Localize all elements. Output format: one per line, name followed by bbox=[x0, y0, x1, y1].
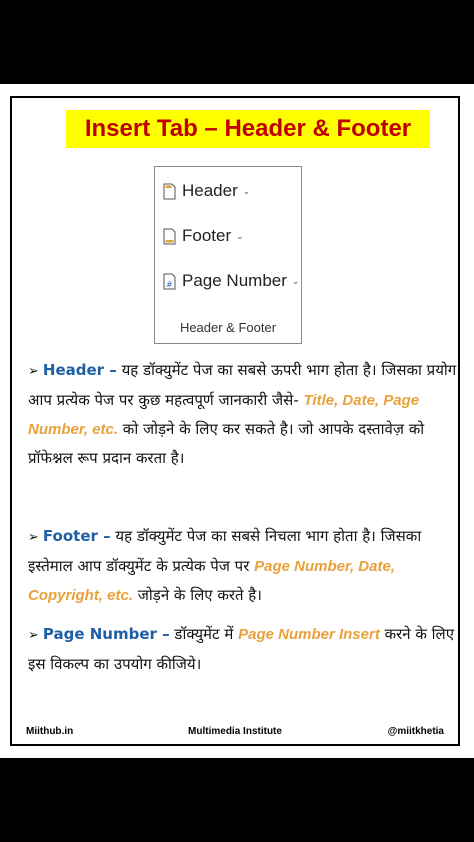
page-number-section bbox=[28, 620, 468, 678]
page-number-highlight: Page Number Insert bbox=[238, 626, 380, 643]
footer-term: Footer – bbox=[42, 527, 111, 545]
chevron-down-icon: ⌄ bbox=[236, 230, 244, 241]
header-term: Header – bbox=[42, 361, 117, 379]
footer-institute: Multimedia Institute bbox=[188, 726, 282, 737]
header-highlight: Title, Date, Page Number, etc. bbox=[28, 392, 420, 438]
footer-section bbox=[28, 522, 468, 610]
page-border bbox=[10, 96, 460, 746]
arrow-bullet-icon: ➢ bbox=[28, 628, 39, 643]
header-section bbox=[28, 356, 468, 472]
page-number-label: Page Number bbox=[182, 271, 287, 290]
footer-doc-icon bbox=[163, 228, 176, 245]
page-number-doc-icon bbox=[163, 273, 176, 290]
header-footer-ribbon-group bbox=[154, 166, 302, 344]
footer-website: Miithub.in bbox=[26, 726, 74, 737]
chevron-down-icon: ⌄ bbox=[291, 275, 300, 286]
header-text-2: को जोड़ने के लिए कर सकते है। जो आपके दस्तावेज़ को प्रॉफेश्नल रूप प्रदान करता है। bbox=[28, 420, 425, 467]
header-label: Header bbox=[182, 181, 238, 200]
header-text-1: यह डॉक्युमेंट पेज का सबसे ऊपरी भाग होता है। जिसका प्रयोग आप प्रत्येक पेज पर कुछ महत्वपूर्ण जानकारी जैसे- bbox=[28, 361, 457, 409]
footer-text-1: यह डॉक्युमेंट पेज का सबसे निचला भाग होता है। जिसका इस्तेमाल आप डॉक्युमेंट के प्रत्येक पेज पर bbox=[28, 527, 422, 575]
chevron-down-icon: ⌄ bbox=[242, 185, 251, 196]
arrow-bullet-icon: ➢ bbox=[28, 530, 39, 545]
footer-handle: @miitkhetia bbox=[387, 726, 444, 737]
page-number-ribbon-button[interactable] bbox=[163, 267, 299, 295]
arrow-bullet-icon: ➢ bbox=[28, 364, 39, 379]
footer-label: Footer bbox=[182, 226, 232, 245]
footer-ribbon-button[interactable] bbox=[163, 222, 244, 250]
page-number-term: Page Number – bbox=[42, 625, 170, 643]
document-page bbox=[0, 84, 474, 758]
header-ribbon-button[interactable] bbox=[163, 177, 250, 205]
ribbon-group-label: Header & Footer bbox=[179, 320, 277, 335]
footer-highlight: Page Number, Date, Copyright, etc. bbox=[28, 558, 395, 604]
page-number-text-2: करने के लिए इस विकल्प का उपयोग कीजिये। bbox=[28, 625, 454, 673]
footer-text-2: जोड़ने के लिए करते है। bbox=[133, 586, 262, 604]
page-title: Insert Tab – Header & Footer bbox=[66, 110, 430, 148]
svg-text:#: # bbox=[166, 279, 173, 289]
header-doc-icon bbox=[163, 183, 176, 200]
page-number-text-1: डॉक्युमेंट में bbox=[169, 625, 239, 643]
